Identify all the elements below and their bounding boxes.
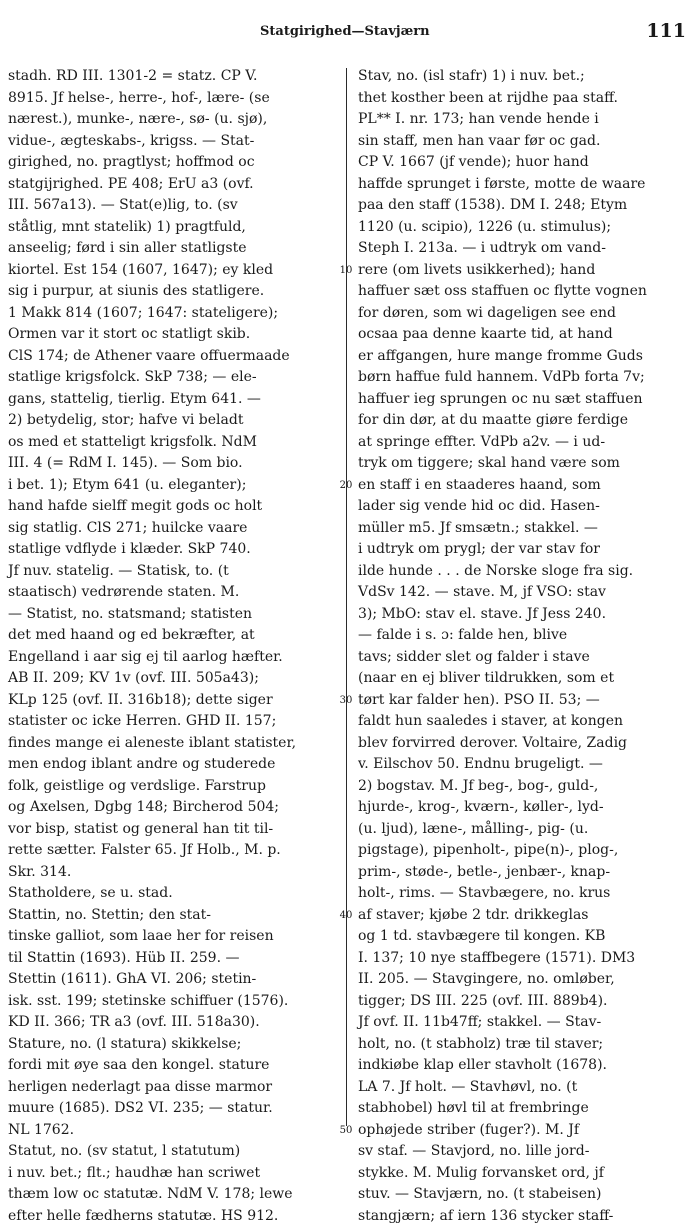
left-column-text-line: tinske galliot, som laae her for reisen — [8, 926, 338, 948]
page-number: 111 — [646, 20, 686, 42]
left-column-text-line: til Stattin (1693). Hüb II. 259. — — [8, 948, 338, 970]
line-number-marker: 50 — [338, 1125, 354, 1136]
right-column-text-line: sv staf. — Stavjord, no. lille jord- — [358, 1141, 694, 1163]
left-column-text-line: og Axelsen, Dgbg 148; Bircherod 504; — [8, 797, 338, 819]
right-column-text-line: at springe effter. VdPb a2v. — i ud- — [358, 432, 694, 454]
right-column-text-line: holt-, rims. — Stavbægere, no. krus — [358, 883, 694, 905]
right-column-text-line: holt, no. (t stabholz) træ til staver; — [358, 1034, 694, 1056]
right-column-text-line: børn haffue fuld hannem. VdPb forta 7v; — [358, 367, 694, 389]
left-column-text-line: vor bisp, statist og general han tit til- — [8, 819, 338, 841]
left-column-text-line: anseelig; førd i sin aller statligste — [8, 238, 338, 260]
right-column-text-line: faldt hun saaledes i staver, at kongen — [358, 711, 694, 733]
left-column-text-line: Stature, no. (l statura) skikkelse; — [8, 1034, 338, 1056]
right-column-text-line: CP V. 1667 (jf vende); huor hand — [358, 152, 694, 174]
left-column-text-line: thæm low oc statutæ. NdM V. 178; lewe — [8, 1184, 338, 1206]
right-column-text-line: — falde i s. ɔ: falde hen, blive — [358, 625, 694, 647]
left-column-text-line: III. 567a13). — Stat(e)lig, to. (sv — [8, 195, 338, 217]
column-divider — [346, 68, 347, 1126]
left-column-text-line: statlige krigsfolck. SkP 738; — ele- — [8, 367, 338, 389]
left-column-text-line: isk. sst. 199; stetinske schiffuer (1576). — [8, 991, 338, 1013]
left-column-text-line: KLp 125 (ovf. II. 316b18); dette siger — [8, 690, 338, 712]
left-column-text-line: staatisch) vedrørende staten. M. — [8, 582, 338, 604]
right-column-text-line: tørt kar falder hen). PSO II. 53; — — [358, 690, 694, 712]
left-column-text-line: nærest.), munke-, nære-, sø- (u. sjø), — [8, 109, 338, 131]
right-column-text-line: sin staff, men han vaar før oc gad. — [358, 131, 694, 153]
line-number-marker: 40 — [338, 910, 354, 921]
right-column-text-line: (naar en ej bliver tildrukken, som et — [358, 668, 694, 690]
left-column-text-line: ClS 174; de Athener vaare offuermaade — [8, 346, 338, 368]
left-column-text-line: det med haand og ed bekræfter, at — [8, 625, 338, 647]
right-column-text-line: blev forvirred derover. Voltaire, Zadig — [358, 733, 694, 755]
right-column-text-line: VdSv 142. — stave. M, jf VSO: stav — [358, 582, 694, 604]
left-column-text-line: ståtlig, mnt statelik) 1) pragtfuld, — [8, 217, 338, 239]
right-column-text-line: PL** I. nr. 173; han vende hende i — [358, 109, 694, 131]
left-column-text-line: stadh. RD III. 1301-2 = statz. CP V. — [8, 66, 338, 88]
left-column-text-line: findes mange ei aleneste iblant statister, — [8, 733, 338, 755]
right-column-text-line: en staff i en staaderes haand, som — [358, 475, 694, 497]
right-column-text-line: thet kosther been at rijdhe paa staff. — [358, 88, 694, 110]
right-column-text-line: II. 205. — Stavgingere, no. omløber, — [358, 969, 694, 991]
right-column-text-line: i udtryk om prygl; der var stav for — [358, 539, 694, 561]
left-column-text-line: Engelland i aar sig ej til aarlog hæfter. — [8, 647, 338, 669]
right-column-text-line: Steph I. 213a. — i udtryk om vand- — [358, 238, 694, 260]
page-header — [0, 0, 700, 62]
line-number-marker: 30 — [338, 695, 354, 706]
right-column-text-line: pigstage), pipenholt-, pipe(n)-, plog-, — [358, 840, 694, 862]
right-column-text-line: v. Eilschov 50. Endnu brugeligt. — — [358, 754, 694, 776]
left-column-text-line: folk, geistlige og verdslige. Farstrup — [8, 776, 338, 798]
left-column-text-line: men endog iblant andre og studerede — [8, 754, 338, 776]
left-column-text-line: vidue-, ægteskabs-, krigss. — Stat- — [8, 131, 338, 153]
right-column-text-line: af staver; kjøbe 2 tdr. drikkeglas — [358, 905, 694, 927]
right-column-text-line: hjurde-, krog-, kværn-, køller-, lyd- — [358, 797, 694, 819]
right-column-text-line: haffuer sæt oss staffuen oc flytte vognen — [358, 281, 694, 303]
right-column-text-line: 1120 (u. scipio), 1226 (u. stimulus); — [358, 217, 694, 239]
right-column-text-line: tavs; sidder slet og falder i stave — [358, 647, 694, 669]
right-column-text-line: for døren, som wi dageligen see end — [358, 303, 694, 325]
right-column-text-line: tryk om tiggere; skal hand være som — [358, 453, 694, 475]
right-column-text-line: Stav, no. (isl stafr) 1) i nuv. bet.; — [358, 66, 694, 88]
right-column-text-line: ocsaa paa denne kaarte tid, at hand — [358, 324, 694, 346]
left-column-text-line: AB II. 209; KV 1v (ovf. III. 505a43); — [8, 668, 338, 690]
left-column-text-line: Stettin (1611). GhA VI. 206; stetin- — [8, 969, 338, 991]
left-column-text-line: statlige vdflyde i klæder. SkP 740. — [8, 539, 338, 561]
right-column-text-line: stangjærn; af iern 136 stycker staff- — [358, 1206, 694, 1227]
right-column-text-line: stykke. M. Mulig forvansket ord, jf — [358, 1163, 694, 1185]
left-column-text-line: girighed, no. pragtlyst; hoffmod oc — [8, 152, 338, 174]
right-column-text-line: I. 137; 10 nye staffbegere (1571). DM3 — [358, 948, 694, 970]
right-column-text-line: ilde hunde . . . de Norske sloge fra sig. — [358, 561, 694, 583]
left-column-text-line: os med et statteligt krigsfolk. NdM — [8, 432, 338, 454]
right-column-text-line: 3); MbO: stav el. stave. Jf Jess 240. — [358, 604, 694, 626]
right-column-text-line: indkiøbe klap eller stavholt (1678). — [358, 1055, 694, 1077]
right-column-text-line: haffde sprunget i første, motte de waare — [358, 174, 694, 196]
left-column-text-line: — Statist, no. statsmand; statisten — [8, 604, 338, 626]
right-column-text-line: müller m5. Jf smsætn.; stakkel. — — [358, 518, 694, 540]
right-column-text-line: 2) bogstav. M. Jf beg-, bog-, guld-, — [358, 776, 694, 798]
right-column-text-line: LA 7. Jf holt. — Stavhøvl, no. (t — [358, 1077, 694, 1099]
right-column-text-line: lader sig vende hid oc did. Hasen- — [358, 496, 694, 518]
left-column-text-line: 8915. Jf helse-, herre-, hof-, lære- (se — [8, 88, 338, 110]
left-column-text-line: hand hafde sielff megit gods oc holt — [8, 496, 338, 518]
left-column-text-line: Stattin, no. Stettin; den stat- — [8, 905, 338, 927]
left-column-text-line: KD II. 366; TR a3 (ovf. III. 518a30). — [8, 1012, 338, 1034]
left-column-text-line: Jf nuv. statelig. — Statisk, to. (t — [8, 561, 338, 583]
left-column-text-line: muure (1685). DS2 VI. 235; — statur. — [8, 1098, 338, 1120]
left-column-text-line: i nuv. bet.; flt.; haudhæ han scriwet — [8, 1163, 338, 1185]
left-column-text-line: kiortel. Est 154 (1607, 1647); ey kled — [8, 260, 338, 282]
left-column-text-line: Ormen var it stort oc statligt skib. — [8, 324, 338, 346]
right-column-text-line: stuv. — Stavjærn, no. (t stabeisen) — [358, 1184, 694, 1206]
line-number-marker: 20 — [338, 480, 354, 491]
left-column — [8, 66, 338, 1128]
left-column-text-line: herligen nederlagt paa disse marmor — [8, 1077, 338, 1099]
right-column-text-line: (u. ljud), læne-, målling-, pig- (u. — [358, 819, 694, 841]
left-column-text-line: 1 Makk 814 (1607; 1647: stateligere); — [8, 303, 338, 325]
right-column-text-line: for din dør, at du maatte giøre ferdige — [358, 410, 694, 432]
right-column-text-line: Jf ovf. II. 11b47ff; stakkel. — Stav- — [358, 1012, 694, 1034]
left-column-text-line: statgijrighed. PE 408; ErU a3 (ovf. — [8, 174, 338, 196]
right-column-text-line: prim-, støde-, betle-, jenbær-, knap- — [358, 862, 694, 884]
left-column-text-line: sig statlig. ClS 271; huilcke vaare — [8, 518, 338, 540]
running-head: Statgirighed—Stavjærn — [260, 24, 430, 39]
line-number-marker: 10 — [338, 265, 354, 276]
left-column-text-line: Statholdere, se u. stad. — [8, 883, 338, 905]
left-column-text-line: i bet. 1); Etym 641 (u. eleganter); — [8, 475, 338, 497]
right-column — [358, 66, 694, 1128]
left-column-text-line: Statut, no. (sv statut, l statutum) — [8, 1141, 338, 1163]
left-column-text-line: efter helle fædherns statutæ. HS 912. — [8, 1206, 338, 1227]
right-column-text-line: og 1 td. stavbægere til kongen. KB — [358, 926, 694, 948]
right-column-text-line: haffuer ieg sprungen oc nu sæt staffuen — [358, 389, 694, 411]
left-column-text-line: fordi mit øye saa den kongel. stature — [8, 1055, 338, 1077]
right-column-text-line: er affgangen, hure mange fromme Guds — [358, 346, 694, 368]
right-column-text-line: rere (om livets usikkerhed); hand — [358, 260, 694, 282]
left-column-text-line: 2) betydelig, stor; hafve vi beladt — [8, 410, 338, 432]
left-column-text-line: sig i purpur, at siunis des statligere. — [8, 281, 338, 303]
left-column-text-line: statister oc icke Herren. GHD II. 157; — [8, 711, 338, 733]
right-column-text-line: ophøjede striber (fuger?). M. Jf — [358, 1120, 694, 1142]
right-column-text-line: paa den staff (1538). DM I. 248; Etym — [358, 195, 694, 217]
left-column-text-line: NL 1762. — [8, 1120, 338, 1142]
left-column-text-line: Skr. 314. — [8, 862, 338, 884]
right-column-text-line: stabhobel) høvl til at frembringe — [358, 1098, 694, 1120]
left-column-text-line: III. 4 (= RdM I. 145). — Som bio. — [8, 453, 338, 475]
left-column-text-line: rette sætter. Falster 65. Jf Holb., M. p. — [8, 840, 338, 862]
left-column-text-line: gans, stattelig, tierlig. Etym 641. — — [8, 389, 338, 411]
right-column-text-line: tigger; DS III. 225 (ovf. III. 889b4). — [358, 991, 694, 1013]
